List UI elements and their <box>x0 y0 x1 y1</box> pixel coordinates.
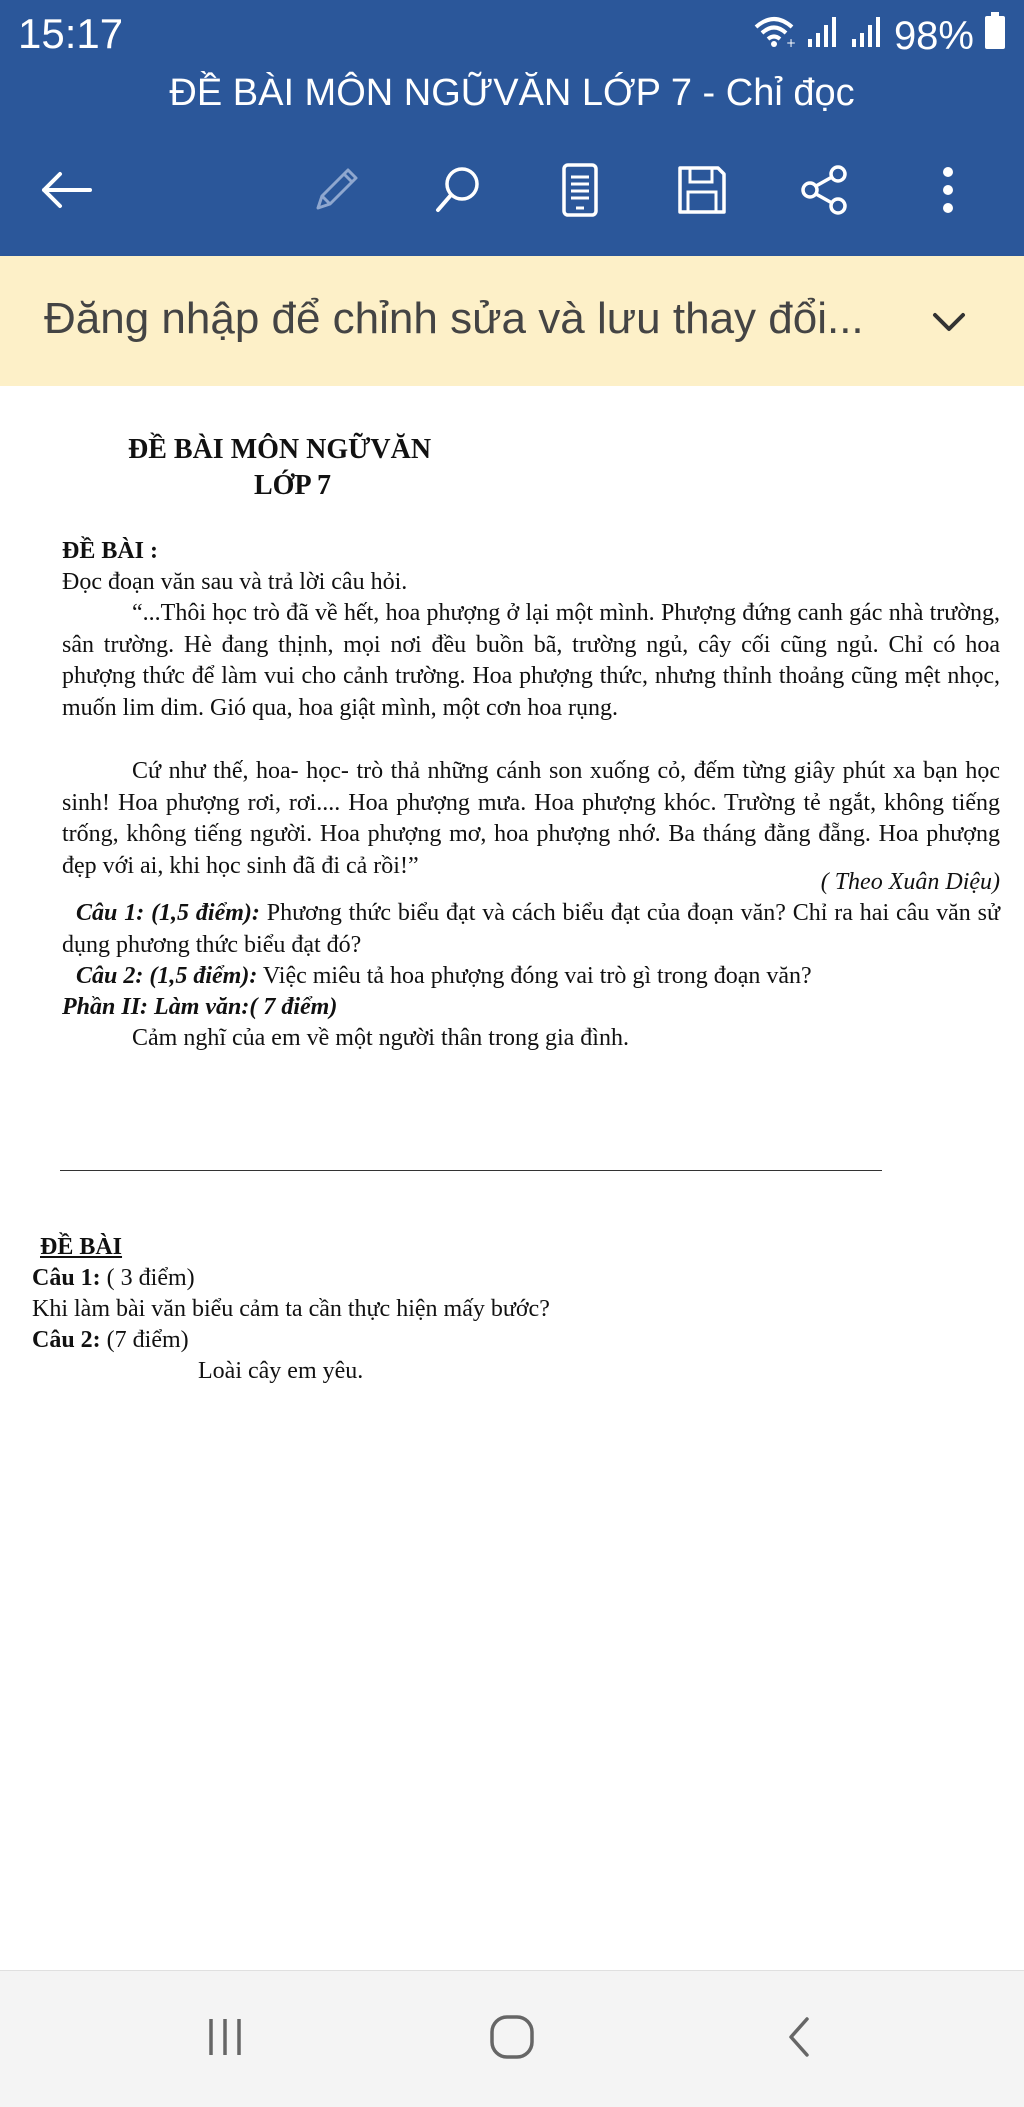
signal-icon <box>806 13 840 59</box>
svg-text:+: + <box>785 36 796 49</box>
save-icon <box>674 162 730 223</box>
s2-q1-label: Câu 1: <box>32 1265 101 1291</box>
sign-in-banner[interactable] <box>0 256 1024 386</box>
battery-percent: 98% <box>893 13 974 58</box>
question-2 <box>62 961 1000 993</box>
passage-paragraph-2: Cứ như thế, hoa- học- trò thả những cánh son xuống cỏ, đếm từng giây phút xa bạn học sinh! Hoa phượng rơi, rơi.... Hoa phượng mưa. Hoa phượng khóc. Trường tẻ ngắt, không tiếng trống, không tiếng người. Hoa phượng mơ, hoa phượng nhớ. Ba tháng đằng đẵng. Hoa phượng đẹp với ai, khi học sinh đã đi cả rồi!” <box>62 758 1000 879</box>
home-button[interactable] <box>467 1999 557 2079</box>
section2-question-1 <box>32 1263 195 1295</box>
share-button[interactable] <box>782 150 866 234</box>
mobile-view-button[interactable] <box>538 150 622 234</box>
mobile-view-icon <box>558 162 602 223</box>
part-2-text: Cảm nghĩ của em về một người thân trong gia đình. <box>132 1025 629 1051</box>
question-2-text: Việc miêu tả hoa phượng đóng vai trò gì trong đoạn văn? <box>257 963 812 989</box>
document-title: ĐỀ BÀI MÔN NGỮVĂN LỚP 7 - Chỉ đọc <box>169 72 855 114</box>
section-divider <box>60 1170 882 1171</box>
s2-q2-label: Câu 2: <box>32 1327 101 1353</box>
home-icon <box>488 2013 536 2066</box>
s2-q2-text: Loài cây em yêu. <box>198 1358 364 1384</box>
question-1-label: Câu 1: (1,5 điểm): <box>76 900 260 926</box>
section2-heading: ĐỀ BÀI <box>40 1234 123 1260</box>
wifi-icon <box>752 13 796 59</box>
s2-q2-points: (7 điểm) <box>100 1327 189 1353</box>
search-icon <box>430 162 486 223</box>
share-icon <box>796 162 852 223</box>
battery-icon <box>984 12 1006 60</box>
status-time: 15:17 <box>18 10 124 57</box>
back-nav-button[interactable] <box>754 1999 844 2079</box>
save-button[interactable] <box>660 150 744 234</box>
toolbar <box>0 150 1024 234</box>
section2-question-2 <box>32 1325 189 1357</box>
chevron-down-icon[interactable] <box>924 296 974 346</box>
passage-source: ( Theo Xuân Diệu) <box>820 869 1000 895</box>
back-button[interactable] <box>24 150 108 234</box>
question-2-label: Câu 2: (1,5 điểm): <box>76 963 258 989</box>
question-1-text: Phương thức biểu đạt và cách biểu đạt của đoạn văn? Chỉ ra hai câu văn sử dụng phương thức biểu đạt đó? <box>62 900 1001 958</box>
status-icons <box>752 12 1006 60</box>
passage-paragraph-1: “...Thôi học trò đã về hết, hoa phượng ở lại một mình. Phượng đứng canh gác nhà trường, sân trường. Hè đang thịnh, mọi nơi đều buồn bã, trường ngủ, cây cối cũng ngủ. Chỉ có hoa phượng thức để làm vui cho cảnh trường. Hoa phượng thức, nhưng thỉnh thoảng cũng mệt nhọc, muốn lim dim. Gió qua, hoa giật mình, một cơn hoa rụng. <box>62 600 1000 721</box>
search-button[interactable] <box>416 150 500 234</box>
recent-apps-button[interactable] <box>180 1999 270 2079</box>
document-page <box>0 386 1024 1970</box>
doc-title-line1: ĐỀ BÀI MÔN NGỮVĂN <box>128 434 432 465</box>
banner-text: Đăng nhập để chỉnh sửa và lưu thay đổi... <box>44 294 864 343</box>
edit-button[interactable] <box>294 150 378 234</box>
s2-q1-points: ( 3 điểm) <box>100 1265 195 1291</box>
system-nav-bar <box>0 1970 1024 2107</box>
s2-q1-text: Khi làm bài văn biểu cảm ta cần thực hiện mấy bước? <box>32 1296 550 1322</box>
recent-apps-icon <box>203 2015 247 2064</box>
question-1 <box>62 898 1000 961</box>
doc-title-line2: LỚP 7 <box>254 470 332 501</box>
section1-heading: ĐỀ BÀI : <box>62 538 159 564</box>
more-options-button[interactable] <box>906 150 990 234</box>
back-arrow-icon <box>38 170 94 215</box>
back-nav-icon <box>783 2013 815 2066</box>
status-bar <box>0 0 1024 72</box>
edit-pencil-icon <box>308 162 364 223</box>
part-2-label: Phần II: Làm văn:( 7 điểm) <box>62 994 338 1020</box>
signal-icon <box>850 13 884 59</box>
more-options-icon <box>938 162 958 223</box>
instruction-text: Đọc đoạn văn sau và trả lời câu hỏi. <box>62 569 408 595</box>
app-bar <box>0 0 1024 256</box>
